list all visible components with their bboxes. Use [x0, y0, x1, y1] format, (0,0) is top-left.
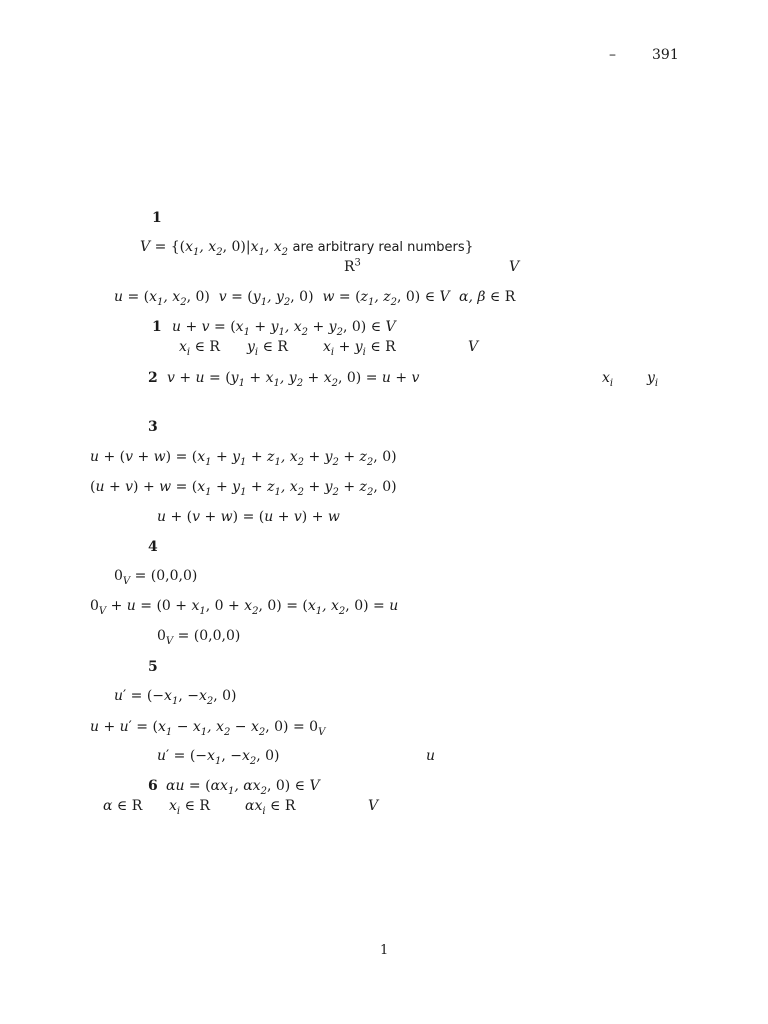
- v-symbol-2: V: [468, 339, 479, 355]
- commutativity: $v + u = (y_1 + x_1$, $y_2 + x_2$, 0) = u + v: [167, 370, 420, 389]
- vectors-definition: $u = (x_1$, $x_2$, 0) $v = (y_1$, $y_2$, 0) $w = (z_1$, $z_2$, 0) ∈ V: [114, 289, 450, 308]
- item-label-3: 3: [148, 419, 158, 435]
- item-label-5: 5: [148, 659, 158, 675]
- negative-vector: $u' = (-x_1$, $-x_2$, 0): [114, 688, 237, 707]
- zero-conclusion: $0_V = (0,0,0)$: [157, 628, 241, 647]
- yi-symbol: $y_i$: [647, 370, 659, 389]
- item-label-i2: 2: [148, 370, 158, 386]
- header-dash: –: [609, 47, 616, 63]
- item-label-i1: 1: [152, 319, 162, 335]
- v-symbol: V: [509, 259, 520, 275]
- set-definition-text: are arbitrary real numbers: [292, 240, 465, 255]
- r3-symbol: $R^3$: [344, 257, 361, 275]
- sum-in-r: $x_i + y_i$ ∈ R: [323, 339, 396, 358]
- yi-in-r: $y_i$ ∈ R: [247, 339, 288, 358]
- closure-addition: $u + v = (x_1 + y_1$, $x_2 + y_2$, 0) ∈ V: [172, 319, 396, 338]
- zero-vector: $0_V = (0,0,0)$: [114, 568, 198, 587]
- scalars-definition: α, β ∈ R: [459, 289, 516, 305]
- alpha-in-r: α ∈ R: [103, 798, 143, 814]
- assoc-left: $u + (v + w) = (x_1 + y_1 + z_1$, $x_2 + y_2 + z_2$, 0): [90, 449, 397, 468]
- negative-addition: $u + u' = (x_1 - x_1$, $x_2 - x_2$, $0) = 0_V$: [90, 719, 326, 738]
- xi-symbol: $x_i$: [602, 370, 614, 389]
- assoc-conclusion: u + (v + w) = (u + v) + w: [157, 509, 340, 525]
- v-symbol-3: V: [368, 798, 379, 814]
- xi-in-r-2: $x_i$ ∈ R: [169, 798, 210, 817]
- header-page-number: 391: [652, 47, 679, 63]
- item-label-1: 1: [152, 210, 162, 226]
- item-label-4: 4: [148, 539, 158, 555]
- u-symbol: u: [426, 748, 436, 764]
- set-definition: $V = \{(x_1$, $x_2$, $0)|x_1$, $x_2$ are arbitrary real numbers}: [140, 239, 474, 258]
- scalar-closure: $\alpha u = (\alpha x_1$, $\alpha x_2$, 0) ∈ V: [166, 778, 320, 797]
- zero-addition: $0_V + u = (0 + x_1$, $0 + x_2$, $0) = (x_1$, $x_2$, 0) = u: [90, 598, 399, 617]
- alpha-xi-in-r: $\alpha x_i$ ∈ R: [245, 798, 296, 817]
- footer-page-number: 1: [380, 943, 389, 958]
- negative-conclusion: $u' = (-x_1$, $-x_2$, 0): [157, 748, 280, 767]
- xi-in-r: $x_i$ ∈ R: [179, 339, 220, 358]
- assoc-right: $(u + v) + w = (x_1 + y_1 + z_1$, $x_2 + y_2 + z_2$, 0): [90, 479, 397, 498]
- item-label-6: 6: [148, 778, 158, 794]
